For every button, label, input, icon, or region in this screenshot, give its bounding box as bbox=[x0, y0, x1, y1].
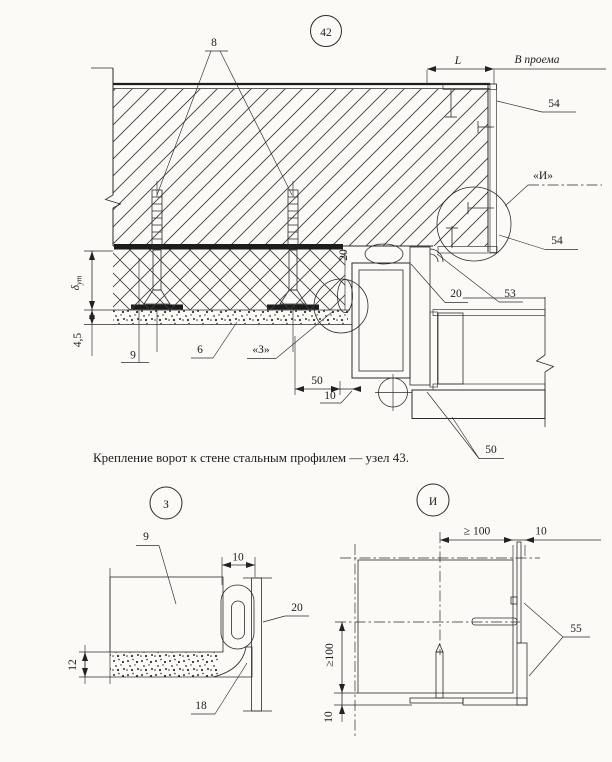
label-54-top-leader bbox=[497, 101, 542, 112]
frame-profile-inner bbox=[359, 270, 403, 371]
label-8-anchors: 8 bbox=[211, 37, 217, 49]
render-layer bbox=[113, 310, 348, 325]
leaf-break-mark bbox=[537, 355, 554, 372]
label-50-leader-2 bbox=[452, 417, 479, 459]
detail-i-ref-label: «И» bbox=[533, 170, 553, 182]
detail-z-render-layer bbox=[110, 652, 218, 677]
detail-z-label-18-leader bbox=[215, 663, 247, 714]
detail-z-bent-sheet bbox=[213, 647, 252, 677]
insulation-layer bbox=[113, 250, 345, 311]
detail-z-bubble-letter: З bbox=[163, 499, 169, 511]
dim-10-leader bbox=[341, 391, 352, 403]
steel-angle-vertical-strip bbox=[490, 84, 497, 253]
detail-z-label-9-leader bbox=[159, 546, 176, 605]
label-53: 53 bbox=[504, 288, 516, 300]
detail-i-label-55: 55 bbox=[570, 623, 582, 635]
wall-section-hatch bbox=[113, 89, 488, 246]
detail-z-ref-label: «З» bbox=[252, 344, 270, 356]
label-6-leader bbox=[213, 322, 237, 358]
frame-profile-outer bbox=[352, 263, 410, 378]
detail-i-label-55-leader-2 bbox=[529, 637, 563, 676]
gate-leaf-edge-section bbox=[410, 247, 430, 385]
label-50-leader-1 bbox=[427, 392, 479, 459]
node-bubble-number: 42 bbox=[320, 27, 332, 39]
detail-i-dim-top-label: ≥ 100 bbox=[463, 525, 491, 538]
detail-i-dim-left10-label: 10 bbox=[323, 711, 335, 723]
detail-i-stud-horizontal bbox=[472, 618, 517, 625]
leaf-left-sheet bbox=[430, 312, 438, 387]
detail-z-label-18: 18 bbox=[195, 700, 207, 712]
detail-i-angle-vertical bbox=[517, 643, 527, 705]
detail-z-dim10-label: 10 bbox=[232, 551, 244, 564]
label-20-profile: 20 bbox=[450, 288, 462, 300]
detail-i-label-55-leader-1 bbox=[524, 603, 563, 637]
detail-i-stud-vertical-tip bbox=[436, 644, 443, 652]
label-53-leader bbox=[437, 254, 499, 302]
detail-z-label-20-leader bbox=[263, 616, 285, 622]
gap-20-label: 20 bbox=[338, 249, 350, 261]
detail-i-frame-plate bbox=[517, 542, 521, 643]
detail-i-angle-horizontal bbox=[463, 698, 527, 705]
detail-i-plate-bracket bbox=[511, 597, 517, 604]
label-9: 9 bbox=[130, 349, 136, 362]
detail-i-bubble-letter: И bbox=[428, 496, 438, 508]
main-view bbox=[70, 16, 606, 459]
label-50-panel: 50 bbox=[485, 444, 497, 456]
detail-i-dim-top10-label: 10 bbox=[535, 525, 547, 538]
detail-i-wall-block bbox=[358, 560, 513, 693]
detail-z-label-20: 20 bbox=[291, 602, 303, 614]
bent-sheet-corner-arcs bbox=[430, 249, 443, 262]
label-54-top: 54 bbox=[548, 98, 560, 110]
detail-i-dim-left-label: ≥100 bbox=[324, 643, 336, 667]
dim-label-10: 10 bbox=[324, 390, 336, 402]
drawing-caption: Крепление ворот к стене стальным профилем — узел 43. bbox=[93, 450, 409, 465]
rubber-seal-top bbox=[365, 244, 403, 264]
steel-flat-bar bbox=[114, 244, 343, 250]
label-6: 6 bbox=[197, 344, 203, 356]
leaf-top-sheet bbox=[433, 310, 545, 316]
detail-z-label-9: 9 bbox=[143, 531, 149, 543]
leaf-stiffener bbox=[438, 313, 463, 384]
detail-i bbox=[323, 484, 601, 737]
detail-z-insulation-block bbox=[110, 577, 223, 652]
detail-z bbox=[67, 487, 309, 714]
leaf-bottom-sheet bbox=[433, 384, 545, 390]
detail-z-rubber-seal bbox=[221, 585, 254, 649]
dim-label-4-5: 4,5 bbox=[72, 332, 84, 348]
detail-i-stud-vertical bbox=[436, 652, 443, 698]
detail-i-ref-leader bbox=[505, 185, 528, 206]
dim-label-L: L bbox=[454, 55, 462, 67]
detail-i-bottom-plate bbox=[410, 698, 463, 703]
dim-label-delta-ut: $\delta_{ут}$ bbox=[70, 275, 84, 291]
sandwich-panel bbox=[412, 390, 545, 419]
label-20-leader bbox=[411, 264, 445, 303]
dim-label-50: 50 bbox=[311, 375, 323, 387]
label-54-bottom: 54 bbox=[551, 235, 563, 247]
detail-z-dim12-label: 12 bbox=[67, 659, 79, 671]
dim-label-opening-width: В проема bbox=[514, 54, 560, 66]
detail-z-steel-profile bbox=[252, 578, 262, 711]
detail-z-seal-slot bbox=[232, 601, 245, 639]
